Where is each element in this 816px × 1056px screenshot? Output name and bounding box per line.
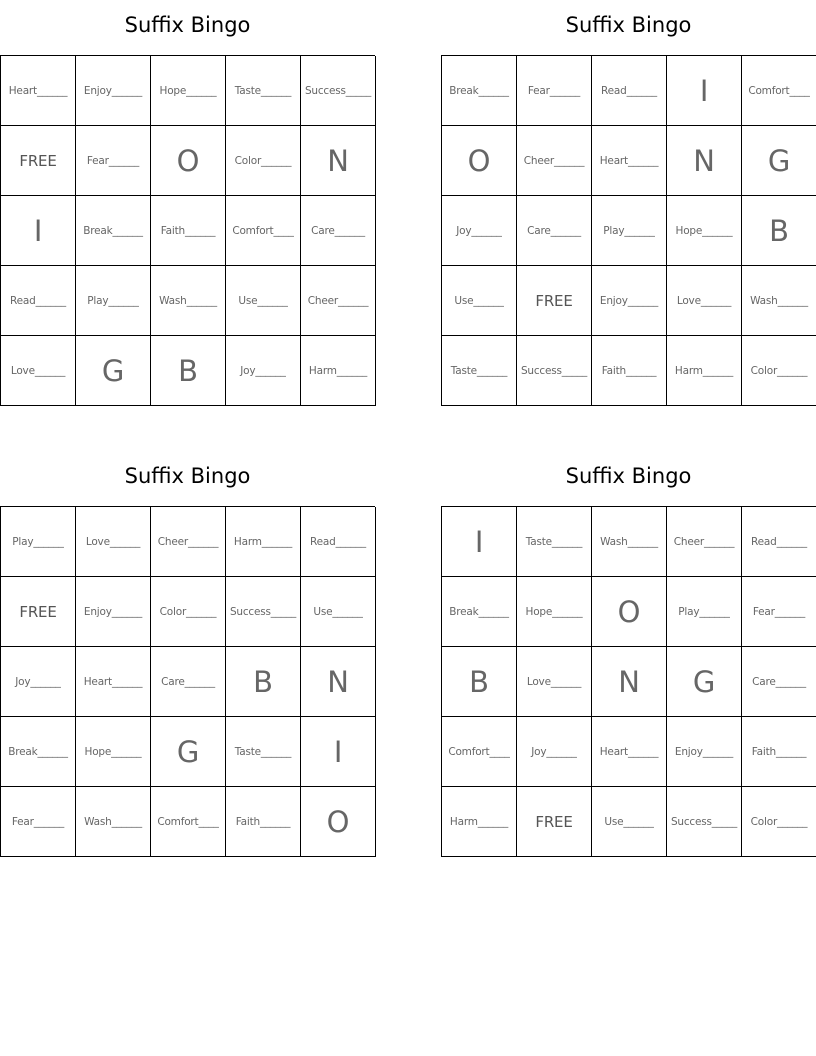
bingo-cell: Fear______	[517, 56, 592, 126]
bingo-cell: Use______	[442, 266, 517, 336]
bingo-cell: Taste______	[226, 717, 301, 787]
bingo-letter-cell: B	[442, 647, 517, 717]
bingo-cell: Use______	[592, 787, 667, 857]
card-title: Suffix Bingo	[565, 13, 692, 37]
bingo-cell: Taste______	[442, 336, 517, 406]
bingo-cell: Faith______	[742, 717, 816, 787]
bingo-cell: Cheer______	[301, 266, 376, 336]
bingo-cell: Harm______	[667, 336, 742, 406]
bingo-cell: Comfort____	[226, 196, 301, 266]
bingo-cell: Joy______	[226, 336, 301, 406]
bingo-cell: Heart______	[76, 647, 151, 717]
bingo-letter-cell: O	[442, 126, 517, 196]
bingo-cell: Color______	[742, 787, 816, 857]
bingo-cell: Break______	[442, 56, 517, 126]
bingo-letter-cell: N	[301, 647, 376, 717]
bingo-letter-cell: G	[151, 717, 226, 787]
bingo-cell: Enjoy______	[592, 266, 667, 336]
bingo-grid	[0, 506, 375, 857]
bingo-cell: Read______	[1, 266, 76, 336]
bingo-cell: Read______	[301, 507, 376, 577]
bingo-cell: Enjoy______	[667, 717, 742, 787]
bingo-letter-cell: I	[301, 717, 376, 787]
bingo-letter-cell: G	[76, 336, 151, 406]
bingo-cell: Harm______	[442, 787, 517, 857]
bingo-cell: Use______	[301, 577, 376, 647]
bingo-letter-cell: N	[301, 126, 376, 196]
bingo-card-3	[0, 464, 375, 857]
bingo-cell: Cheer______	[151, 507, 226, 577]
bingo-cell: Wash______	[76, 787, 151, 857]
bingo-cell: Faith______	[151, 196, 226, 266]
bingo-cell: Care______	[517, 196, 592, 266]
bingo-cell: Success_____	[301, 56, 376, 126]
card-title: Suffix Bingo	[124, 464, 251, 488]
bingo-letter-cell: I	[1, 196, 76, 266]
bingo-cell: Cheer______	[667, 507, 742, 577]
bingo-cell: Comfort____	[151, 787, 226, 857]
bingo-letter-cell: O	[592, 577, 667, 647]
bingo-cell: Joy______	[442, 196, 517, 266]
bingo-grid	[0, 55, 375, 406]
bingo-cell: Faith______	[226, 787, 301, 857]
bingo-card-2	[441, 13, 816, 406]
bingo-letter-cell: B	[226, 647, 301, 717]
bingo-cell: Joy______	[517, 717, 592, 787]
free-space-cell: FREE	[1, 126, 76, 196]
bingo-cell: Play______	[667, 577, 742, 647]
bingo-cell: Fear______	[742, 577, 816, 647]
bingo-cell: Read______	[742, 507, 816, 577]
bingo-cell: Taste______	[517, 507, 592, 577]
bingo-cell: Color______	[742, 336, 816, 406]
bingo-letter-cell: B	[742, 196, 816, 266]
bingo-cell: Joy______	[1, 647, 76, 717]
bingo-cell: Enjoy______	[76, 577, 151, 647]
bingo-cell: Harm______	[226, 507, 301, 577]
bingo-grid	[441, 506, 816, 857]
bingo-cell: Hope______	[76, 717, 151, 787]
bingo-cell: Love______	[517, 647, 592, 717]
bingo-cell: Love______	[667, 266, 742, 336]
bingo-card-4	[441, 464, 816, 857]
bingo-cell: Heart______	[1, 56, 76, 126]
bingo-letter-cell: O	[151, 126, 226, 196]
bingo-letter-cell: G	[742, 126, 816, 196]
bingo-letter-cell: I	[667, 56, 742, 126]
bingo-letter-cell: O	[301, 787, 376, 857]
bingo-cell: Comfort____	[742, 56, 816, 126]
bingo-cell: Faith______	[592, 336, 667, 406]
card-title: Suffix Bingo	[565, 464, 692, 488]
bingo-cell: Care______	[742, 647, 816, 717]
bingo-cell: Taste______	[226, 56, 301, 126]
bingo-cell: Wash______	[742, 266, 816, 336]
bingo-cell: Heart______	[592, 717, 667, 787]
bingo-cell: Wash______	[592, 507, 667, 577]
bingo-grid	[441, 55, 816, 406]
bingo-cell: Use______	[226, 266, 301, 336]
bingo-cell: Hope______	[151, 56, 226, 126]
bingo-cell: Heart______	[592, 126, 667, 196]
bingo-cell: Hope______	[667, 196, 742, 266]
bingo-cell: Fear______	[76, 126, 151, 196]
bingo-cell: Break______	[442, 577, 517, 647]
bingo-cell: Hope______	[517, 577, 592, 647]
bingo-letter-cell: I	[442, 507, 517, 577]
bingo-letter-cell: N	[592, 647, 667, 717]
bingo-letter-cell: B	[151, 336, 226, 406]
bingo-cell: Color______	[151, 577, 226, 647]
bingo-cell: Love______	[1, 336, 76, 406]
bingo-cell: Play______	[1, 507, 76, 577]
bingo-cell: Play______	[76, 266, 151, 336]
free-space-cell: FREE	[517, 266, 592, 336]
card-title: Suffix Bingo	[124, 13, 251, 37]
bingo-cell: Care______	[301, 196, 376, 266]
bingo-cell: Wash______	[151, 266, 226, 336]
bingo-letter-cell: G	[667, 647, 742, 717]
free-space-cell: FREE	[1, 577, 76, 647]
bingo-card-1	[0, 13, 375, 406]
bingo-cell: Cheer______	[517, 126, 592, 196]
bingo-cell: Success_____	[517, 336, 592, 406]
bingo-letter-cell: N	[667, 126, 742, 196]
bingo-cell: Break______	[76, 196, 151, 266]
bingo-cell: Read______	[592, 56, 667, 126]
bingo-cell: Success_____	[667, 787, 742, 857]
bingo-cell: Success_____	[226, 577, 301, 647]
bingo-cell: Break______	[1, 717, 76, 787]
bingo-cell: Love______	[76, 507, 151, 577]
bingo-cell: Enjoy______	[76, 56, 151, 126]
bingo-cell: Care______	[151, 647, 226, 717]
bingo-cell: Play______	[592, 196, 667, 266]
bingo-cell: Fear______	[1, 787, 76, 857]
free-space-cell: FREE	[517, 787, 592, 857]
bingo-cell: Color______	[226, 126, 301, 196]
bingo-cell: Comfort____	[442, 717, 517, 787]
bingo-cell: Harm______	[301, 336, 376, 406]
